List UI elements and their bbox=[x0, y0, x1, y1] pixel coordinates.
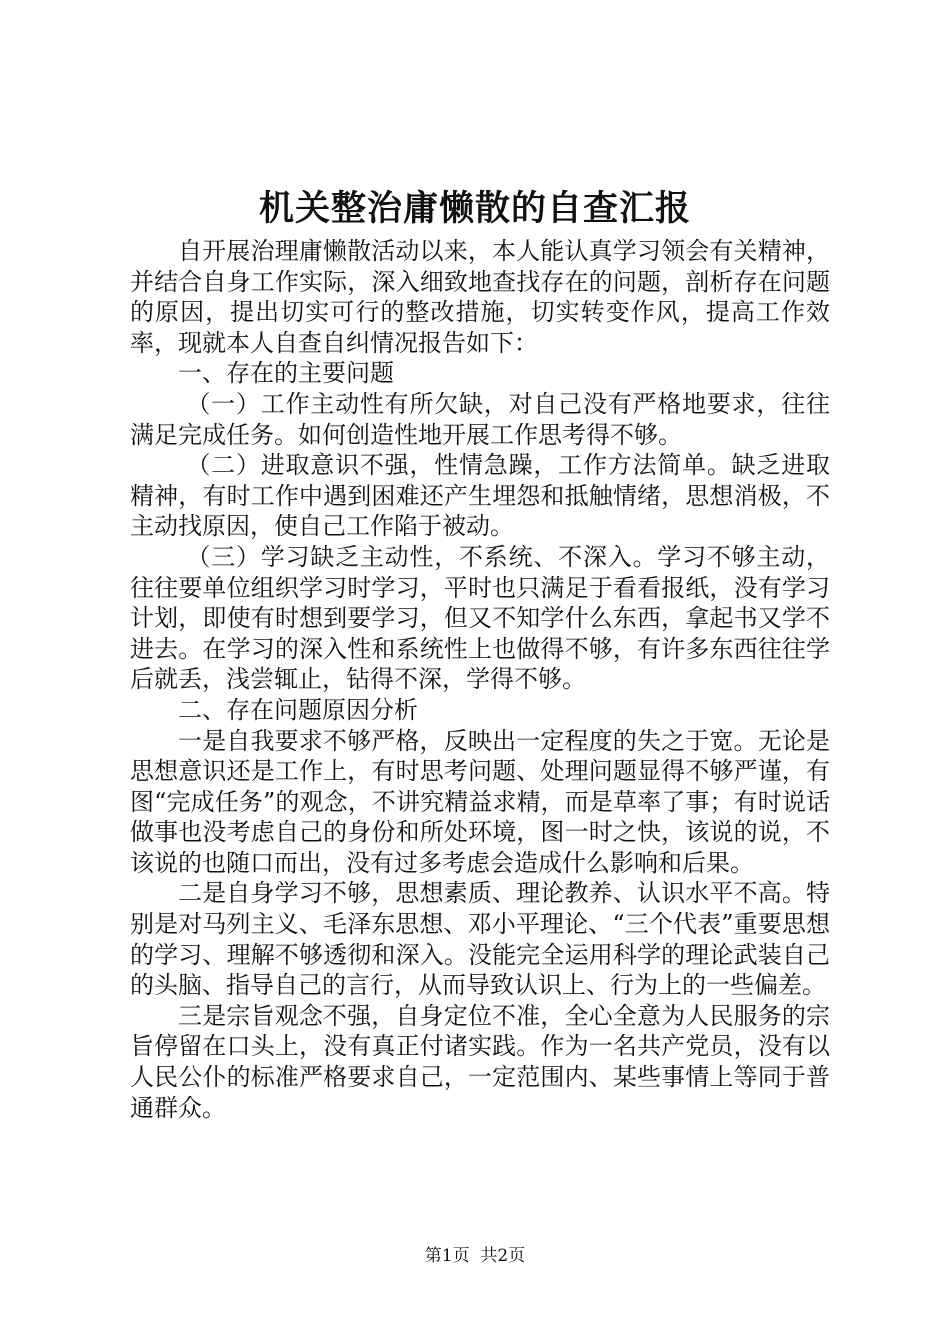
paragraph-cause-3: 三是宗旨观念不强，自身定位不准，全心全意为人民服务的宗旨停留在口头上，没有真正付诸实践。作为一名共产党员，没有以人民公仆的标准严格要求自己，一定范围内、某些事情上等同于普通群众。 bbox=[130, 1001, 830, 1122]
page-number: 第1页 共2页 bbox=[424, 1246, 526, 1266]
section-heading-cause-analysis: 二、存在问题原因分析 bbox=[178, 695, 418, 724]
section-heading-main-problems: 一、存在的主要问题 bbox=[178, 359, 394, 388]
document-title: 机关整治庸懒散的自查汇报 bbox=[258, 188, 691, 229]
paragraph-problem-1: （一）工作主动性有所欠缺，对自己没有严格地要求，往往满足完成任务。如何创造性地开展工作思考得不够。 bbox=[130, 389, 830, 449]
paragraph-cause-1: 一是自我要求不够严格，反映出一定程度的失之于宽。无论是思想意识还是工作上，有时思考问题、处理问题显得不够严谨，有图“完成任务”的观念，不讲究精益求精，而是草率了事；有时说话做事也没考虑自己的身份和所处环境，图一时之快，该说的说，不该说的也随口而出，没有过多考虑会造成什么影响和后果。 bbox=[130, 726, 830, 877]
paragraph-problem-2: （二）进取意识不强，性情急躁，工作方法简单。缺乏进取精神，有时工作中遇到困难还产生埋怨和抵触情绪，思想消极，不主动找原因，使自己工作陷于被动。 bbox=[130, 451, 830, 541]
paragraph-cause-2: 二是自身学习不够，思想素质、理论教养、认识水平不高。特别是对马列主义、毛泽东思想、邓小平理论、“三个代表”重要思想的学习、理解不够透彻和深入。没能完全运用科学的理论武装自己的头脑、指导自己的言行，从而导致认识上、行为上的一些偏差。 bbox=[130, 879, 830, 1000]
paragraph-intro: 自开展治理庸懒散活动以来，本人能认真学习领会有关精神，并结合自身工作实际，深入细致地查找存在的问题，剖析存在问题的原因，提出切实可行的整改措施，切实转变作风，提高工作效率，现就本人自查自纠情况报告如下： bbox=[130, 237, 830, 357]
paragraph-problem-3: （三）学习缺乏主动性，不系统、不深入。学习不够主动，往往要单位组织学习时学习，平时也只满足于看看报纸，没有学习计划，即使有时想到要学习，但又不知学什么东西，拿起书又学不进去。在学习的深入性和系统性上也做得不够，有许多东西往往学后就丢，浅尝辄止，钻得不深，学得不够。 bbox=[130, 542, 830, 694]
page-footer bbox=[0, 1244, 950, 1268]
document-body bbox=[130, 236, 830, 1123]
